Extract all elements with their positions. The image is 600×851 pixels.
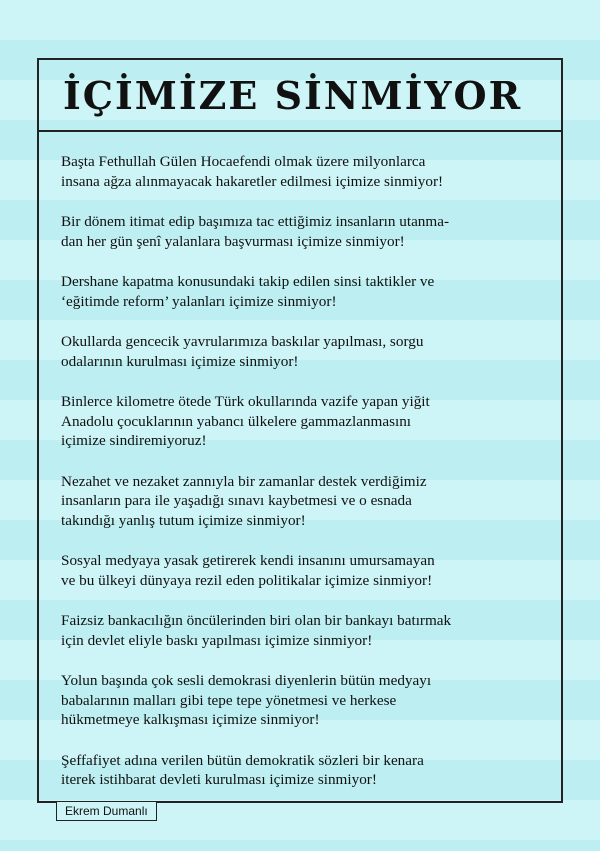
text-line: insana ağza alınmayacak hakaretler edilmesi içimize sinmiyor! [61,172,444,190]
paragraph [61,332,551,371]
page-title: İÇİMİZE SİNMİYOR [63,72,523,118]
text-line: için devlet eliyle baskı yapılması içimize sinmiyor! [61,631,373,649]
text-line: Binlerce kilometre ötede Türk okullarında vazife yapan yiğit [61,393,430,410]
author-badge: Ekrem Dumanlı [56,801,157,821]
paragraph [61,751,551,790]
text-line: odalarının kurulması içimize sinmiyor! [61,352,299,370]
paragraph [61,611,551,650]
text-line: ve bu ülkeyi dünyaya rezil eden politikalar içimize sinmiyor! [61,571,433,589]
text-line: Anadolu çocuklarının yabancı ülkelere gammazlanmasını [61,412,412,430]
text-line: insanların para ile yaşadığı sınavı kaybetmesi ve o esnada [61,492,412,509]
text-line: hükmetmeye kalkışması içimize sinmiyor! [61,711,320,728]
text-line: ‘eğitimde reform’ yalanları içimize sinmiyor! [61,292,337,310]
text-line: Bir dönem itimat edip başımıza tac ettiğimiz insanların utanma- [61,213,450,230]
text-line: içimize sindiremiyoruz! [61,432,207,449]
paragraph [61,212,551,251]
text-line: Nezahet ve nezaket zannıyla bir zamanlar destek verdiğimiz [61,472,427,490]
text-line: iterek istihbarat devleti kurulması içimize sinmiyor! [61,771,377,788]
article-frame [37,58,563,803]
paragraph [61,152,551,191]
paragraph [61,392,551,451]
paragraph [61,551,551,590]
paragraph [61,272,551,311]
text-line: Sosyal medyaya yasak getirerek kendi insanını umursamayan [61,552,435,569]
text-line: Başta Fethullah Gülen Hocaefendi olmak üzere milyonlarca [61,153,426,170]
text-line: dan her gün şenî yalanlara başvurması içimize sinmiyor! [61,232,405,250]
paragraph [61,671,551,730]
text-line: Dershane kapatma konusundaki takip edilen sinsi taktikler ve [61,273,435,290]
paragraph [61,472,551,531]
text-line: Okullarda gencecik yavrularımıza baskılar yapılması, sorgu [61,333,424,350]
text-line: Şeffafiyet adına verilen bütün demokratik sözleri bir kenara [61,751,424,769]
text-line: takındığı yanlış tutum içimize sinmiyor! [61,511,306,529]
text-line: babalarının malları gibi tepe tepe yönetmesi ve herkese [61,691,397,709]
text-line: Yolun başında çok sesli demokrasi diyenlerin bütün medyayı [61,672,432,689]
title-box [39,60,561,132]
article-body [61,152,551,790]
text-line: Faizsiz bankacılığın öncülerinden biri olan bir bankayı batırmak [61,612,452,629]
